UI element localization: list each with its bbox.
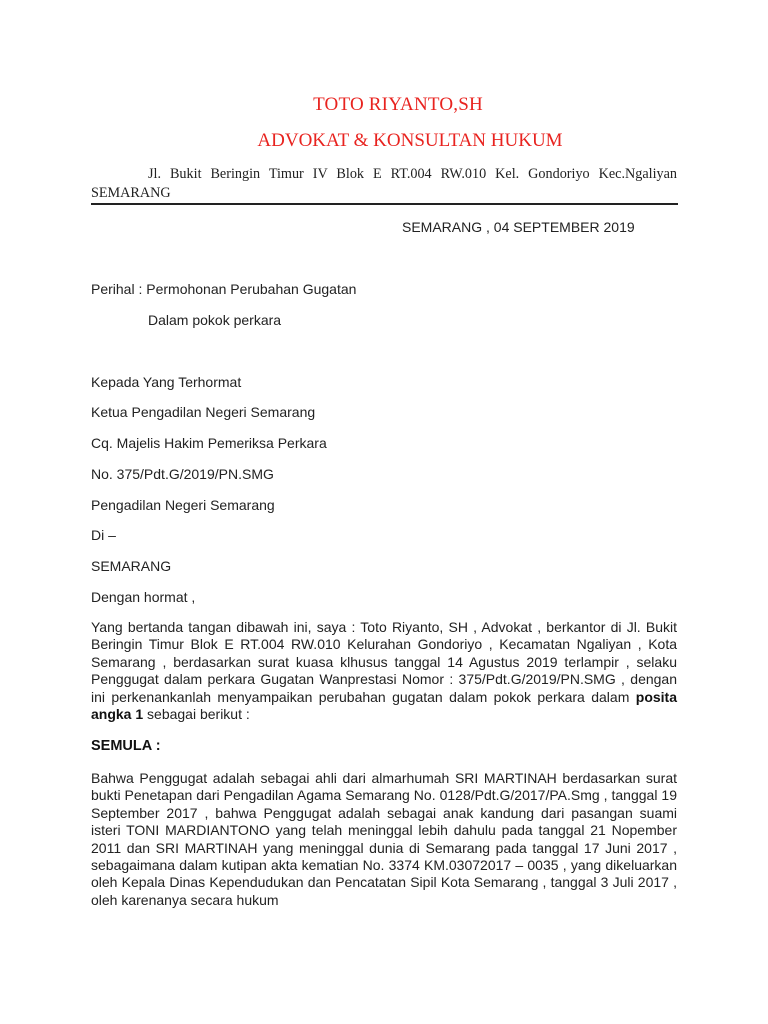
greeting: Dengan hormat ,: [91, 589, 196, 605]
subject-line: Perihal : Permohonan Perubahan Gugatan: [91, 281, 357, 297]
intro-text-end: sebagai berikut :: [143, 706, 250, 723]
recipient-line: No. 375/Pdt.G/2019/PN.SMG: [91, 466, 274, 482]
semula-paragraph: Bahwa Penggugat adalah sebagai ahli dari almarhumah SRI MARTINAH berdasarkan surat bukti Penetapan dari Pengadilan Agama Semarang No. 0128/Pdt.G/2017/PA.Smg , tanggal 19 September 2017 , bahwa Penggugat adalah sebagai anak kandung dari pasangan suami isteri TONI MARDIANTONO yang telah meninggal lebih dahulu pada tanggal 21 Nopember 2011 dan SRI MARTINAH yang meninggal dunia di Semarang pada tanggal 17 Juni 2017 , sebagaimana dalam kutipan akta kematian No. 3374 KM.03072017 – 0035 , yang dikeluarkan oleh Kepala Dinas Kependudukan dan Pencatatan Sipil Kota Semarang , tanggal 3 Juli 2017 , oleh karenanya secara hukum: [91, 770, 677, 908]
letterhead-title: ADVOKAT & KONSULTAN HUKUM: [257, 130, 563, 151]
recipient-line: Di –: [91, 527, 116, 543]
letterhead-name: TOTO RIYANTO,SH: [313, 94, 483, 115]
letterhead-divider: [91, 203, 678, 205]
date-line: SEMARANG , 04 SEPTEMBER 2019: [402, 219, 635, 235]
recipient-line: Ketua Pengadilan Negeri Semarang: [91, 404, 316, 420]
recipient-line: Pengadilan Negeri Semarang: [91, 497, 275, 513]
recipient-line: Cq. Majelis Hakim Pemeriksa Perkara: [91, 435, 327, 451]
intro-text: Yang bertanda tangan dibawah ini, saya : Toto Riyanto, SH , Advokat , berkantor di Jl. Bukit Beringin Timur Blok E RT.004 RW.010 Kelurahan Gondoriyo , Kecamatan Ngaliyan , Kota Semarang , berdasarkan surat kuasa klhusus tanggal 14 Agustus 2019 terlampir , selaku Penggugat dalam perkara Gugatan Wanprestasi Nomor : 375/Pdt.G/2019/PN.SMG , dengan ini perkenankanlah menyampaikan perubahan gugatan dalam pokok perkara dalam: [91, 619, 677, 705]
recipient-line: Kepada Yang Terhormat: [91, 374, 242, 390]
semula-heading: SEMULA :: [91, 738, 161, 754]
intro-bold-text: posita angka 1: [91, 688, 677, 723]
subject-detail: Dalam pokok perkara: [148, 312, 282, 328]
letterhead-address: Jl. Bukit Beringin Timur IV Blok E RT.004 RW.010 Kel. Gondoriyo Kec.Ngaliyan SEMARANG: [91, 166, 677, 201]
intro-paragraph: [91, 619, 677, 723]
recipient-line: SEMARANG: [91, 558, 172, 574]
